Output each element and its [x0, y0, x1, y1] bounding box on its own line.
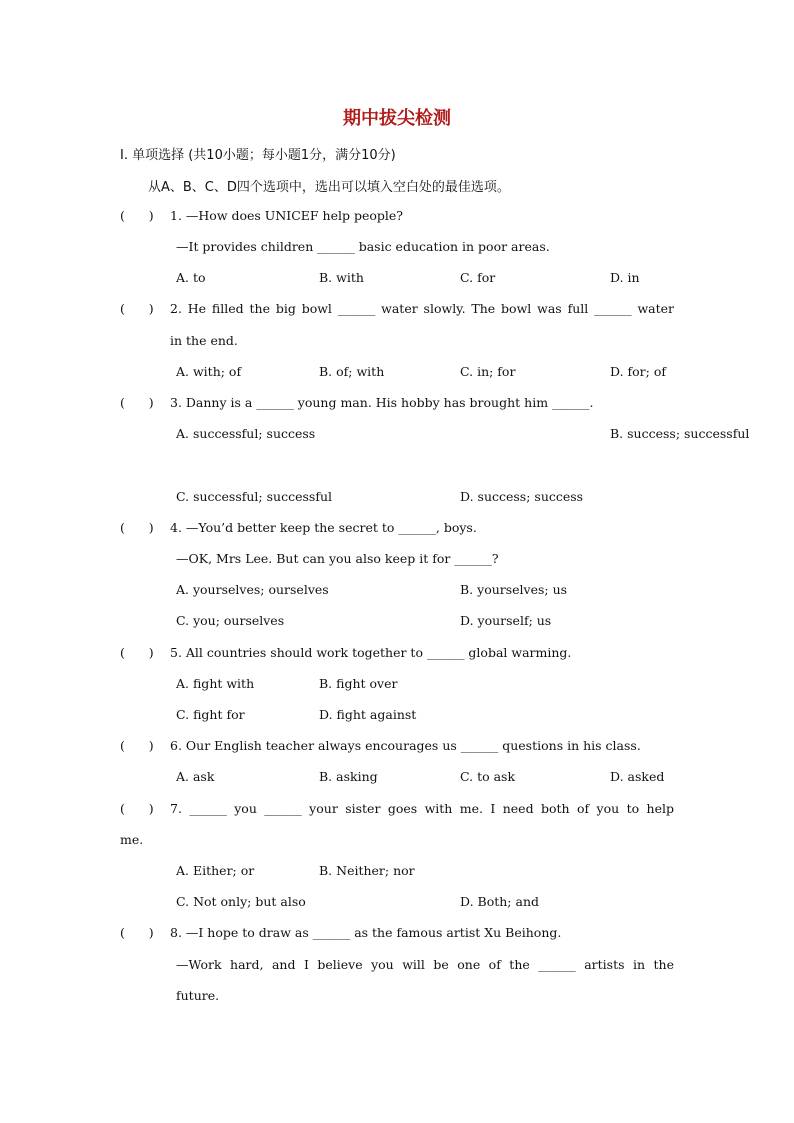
question-7-line2: me. [120, 832, 144, 847]
question-1-stem: 1. —How does UNICEF help people? [170, 208, 404, 223]
question-6-stem: 6. Our English teacher always encourages us ______ questions in his class. [170, 738, 641, 753]
answer-paren-7: ( ) [120, 801, 154, 816]
q1-option-b: B. with [319, 270, 364, 285]
q1-option-a: A. to [176, 270, 206, 285]
answer-paren-6: ( ) [120, 738, 154, 753]
q3-option-d: D. success; success [460, 489, 584, 504]
q5-option-c: C. fight for [176, 707, 245, 722]
q6-option-b: B. asking [319, 769, 378, 784]
q7-option-a: A. Either; or [176, 863, 255, 878]
q5-option-b: B. fight over [319, 676, 398, 691]
answer-paren-5: ( ) [120, 645, 154, 660]
question-2-line2: in the end. [170, 333, 238, 348]
q5-option-d: D. fight against [319, 707, 417, 722]
answer-paren-1: ( ) [120, 208, 154, 223]
q6-option-d: D. asked [610, 769, 665, 784]
q7-option-d: D. Both; and [460, 894, 539, 909]
q3-option-b: B. success; successful [610, 426, 750, 441]
answer-paren-2: ( ) [120, 301, 154, 316]
question-4-line2: —OK, Mrs Lee. But can you also keep it for ______? [176, 551, 499, 566]
question-4-stem: 4. —You’d better keep the secret to ______, boys. [170, 520, 477, 535]
q4-option-b: B. yourselves; us [460, 582, 568, 597]
q3-option-a: A. successful; success [176, 426, 316, 441]
q4-option-c: C. you; ourselves [176, 613, 285, 628]
section-instruction: 从A、B、C、D四个选项中，选出可以填入空白处的最佳选项。 [148, 180, 510, 195]
question-8-line2: —Work hard, and I believe you will be one of the ______ artists in the [176, 957, 674, 972]
answer-paren-8: ( ) [120, 925, 154, 940]
q1-option-c: C. for [460, 270, 496, 285]
answer-paren-3: ( ) [120, 395, 154, 410]
question-8-line3: future. [176, 988, 220, 1003]
question-8-stem: 8. —I hope to draw as ______ as the famous artist Xu Beihong. [170, 925, 562, 940]
question-5-stem: 5. All countries should work together to ______ global warming. [170, 645, 572, 660]
answer-paren-4: ( ) [120, 520, 154, 535]
q4-option-d: D. yourself; us [460, 613, 552, 628]
q7-option-c: C. Not only; but also [176, 894, 306, 909]
q5-option-a: A. fight with [176, 676, 255, 691]
question-2-stem: 2. He filled the big bowl ______ water slowly. The bowl was full ______ water [170, 301, 674, 316]
q2-option-a: A. with; of [176, 364, 242, 379]
question-7-stem: 7. ______ you ______ your sister goes with me. I need both of you to help [170, 801, 674, 816]
q7-option-b: B. Neither; nor [319, 863, 415, 878]
q2-option-b: B. of; with [319, 364, 385, 379]
q6-option-c: C. to ask [460, 769, 516, 784]
question-1-line2: —It provides children ______ basic education in poor areas. [176, 239, 550, 254]
q2-option-c: C. in; for [460, 364, 516, 379]
question-3-stem: 3. Danny is a ______ young man. His hobby has brought him ______. [170, 395, 594, 410]
section-heading: I. 单项选择 (共10小题；每小题1分，满分10分) [120, 148, 396, 163]
q2-option-d: D. for; of [610, 364, 666, 379]
q6-option-a: A. ask [176, 769, 215, 784]
q1-option-d: D. in [610, 270, 640, 285]
q3-option-c: C. successful; successful [176, 489, 332, 504]
page-title: 期中拔尖检测 [343, 108, 451, 129]
q4-option-a: A. yourselves; ourselves [176, 582, 329, 597]
